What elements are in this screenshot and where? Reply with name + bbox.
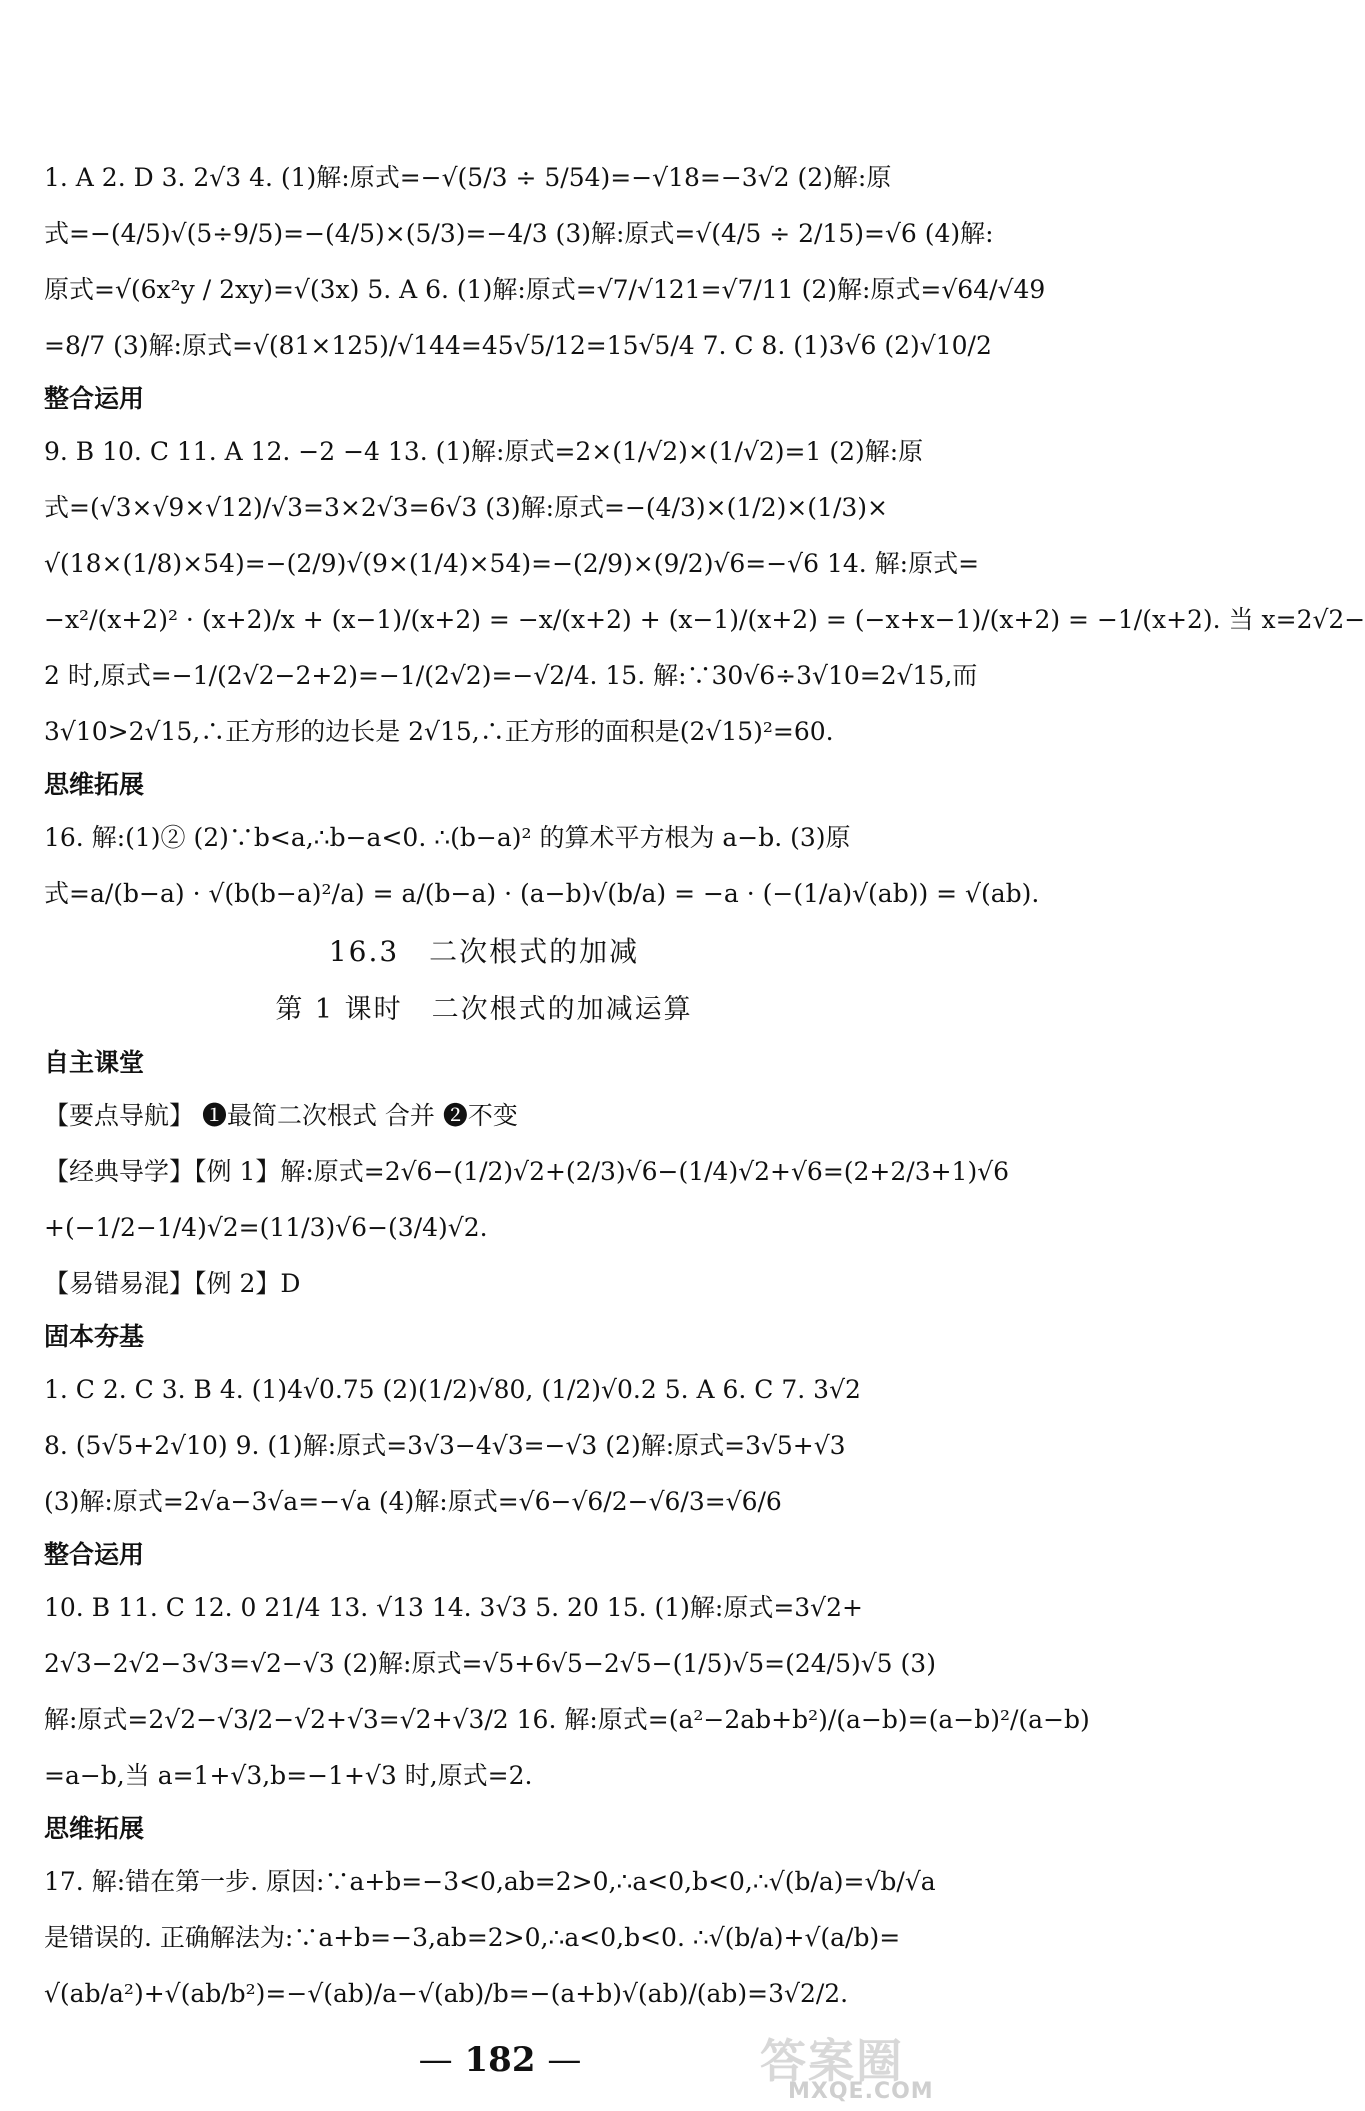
section-heading: 整合运用: [44, 1540, 145, 1569]
text-line: 式=−(4/5)√(5÷9/5)=−(4/5)×(5/3)=−4/3 (3)解:原式=√(4/5 ÷ 2/15)=√6 (4)解:: [44, 219, 994, 248]
watermark-logo: [760, 2025, 990, 2105]
text-line: 2 时,原式=−1/(2√2−2+2)=−1/(2√2)=−√2/4. 15. 解:∵30√6÷3√10=2√15,而: [44, 661, 978, 690]
text-line: 式=a/(b−a) · √(b(b−a)²/a) = a/(b−a) · (a−b)√(b/a) = −a · (−(1/a)√(ab)) = √(ab).: [44, 879, 1040, 908]
text-line: 是错误的. 正确解法为:∵a+b=−3,ab=2>0,∴a<0,b<0. ∴√(b/a)+√(a/b)=: [44, 1923, 901, 1952]
text-line: 8. (5√5+2√10) 9. (1)解:原式=3√3−4√3=−√3 (2)解:原式=3√5+√3: [44, 1431, 846, 1460]
answer-content: [44, 150, 1365, 2022]
text-line: (3)解:原式=2√a−3√a=−√a (4)解:原式=√6−√6/2−√6/3=√6/6: [44, 1487, 782, 1516]
section-title: 16.3 二次根式的加减: [328, 935, 640, 968]
text-line: 解:原式=2√2−√3/2−√2+√3=√2+√3/2 16. 解:原式=(a²−2ab+b²)/(a−b)=(a−b)²/(a−b): [44, 1705, 1090, 1734]
section-heading: 固本夯基: [44, 1322, 145, 1351]
text-line: 【要点导航】 ❶最简二次根式 合并 ❷不变: [44, 1101, 518, 1130]
section-heading: 思维拓展: [44, 1814, 145, 1843]
text-line: 【易错易混】【例 2】D: [44, 1269, 301, 1298]
text-line: 17. 解:错在第一步. 原因:∵a+b=−3<0,ab=2>0,∴a<0,b<0,∴√(b/a)=√b/√a: [44, 1867, 936, 1896]
section-heading: 思维拓展: [44, 770, 145, 799]
watermark-title: 答案圈: [760, 2034, 904, 2088]
section-heading: 自主课堂: [44, 1048, 145, 1077]
text-line: 式=(√3×√9×√12)/√3=3×2√3=6√3 (3)解:原式=−(4/3)×(1/2)×(1/3)×: [44, 493, 888, 522]
text-line: =a−b,当 a=1+√3,b=−1+√3 时,原式=2.: [44, 1761, 533, 1790]
text-line: +(−1/2−1/4)√2=(11/3)√6−(3/4)√2.: [44, 1213, 488, 1242]
text-line: 16. 解:(1)② (2)∵b<a,∴b−a<0. ∴(b−a)² 的算术平方根为 a−b. (3)原: [44, 823, 851, 852]
text-line: √(18×(1/8)×54)=−(2/9)√(9×(1/4)×54)=−(2/9)×(9/2)√6=−√6 14. 解:原式=: [44, 549, 980, 578]
text-line: =8/7 (3)解:原式=√(81×125)/√144=45√5/12=15√5/4 7. C 8. (1)3√6 (2)√10/2: [44, 331, 992, 360]
text-line: 10. B 11. C 12. 0 21/4 13. √13 14. 3√3 5. 20 15. (1)解:原式=3√2+: [44, 1593, 863, 1622]
page-number-dash-left: —: [418, 2040, 453, 2080]
page-number-dash-right: —: [547, 2040, 582, 2080]
text-line: −x²/(x+2)² · (x+2)/x + (x−1)/(x+2) = −x/(x+2) + (x−1)/(x+2) = (−x+x−1)/(x+2) = −1/(x+2). 当 x=2√2−: [44, 605, 1365, 634]
text-line: 3√10>2√15,∴正方形的边长是 2√15,∴正方形的面积是(2√15)²=60.: [44, 717, 834, 746]
text-line: 2√3−2√2−3√3=√2−√3 (2)解:原式=√5+6√5−2√5−(1/5)√5=(24/5)√5 (3): [44, 1649, 936, 1678]
text-line: 1. A 2. D 3. 2√3 4. (1)解:原式=−√(5/3 ÷ 5/54)=−√18=−3√2 (2)解:原: [44, 163, 892, 192]
text-line: 1. C 2. C 3. B 4. (1)4√0.75 (2)(1/2)√80, (1/2)√0.2 5. A 6. C 7. 3√2: [44, 1375, 861, 1404]
text-line: √(ab/a²)+√(ab/b²)=−√(ab)/a−√(ab)/b=−(a+b)√(ab)/(ab)=3√2/2.: [44, 1979, 849, 2008]
text-line: 【经典导学】【例 1】解:原式=2√6−(1/2)√2+(2/3)√6−(1/4)√2+√6=(2+2/3+1)√6: [44, 1157, 1010, 1186]
page-number-value: 182: [464, 2040, 536, 2080]
text-line: 9. B 10. C 11. A 12. −2 −4 13. (1)解:原式=2×(1/√2)×(1/√2)=1 (2)解:原: [44, 437, 924, 466]
watermark-url: MXQE.COM: [788, 2079, 934, 2104]
section-heading: 整合运用: [44, 384, 145, 413]
text-line: 原式=√(6x²y / 2xy)=√(3x) 5. A 6. (1)解:原式=√7/√121=√7/11 (2)解:原式=√64/√49: [44, 275, 1046, 304]
lesson-title: 第 1 课时 二次根式的加减运算: [275, 994, 693, 1025]
